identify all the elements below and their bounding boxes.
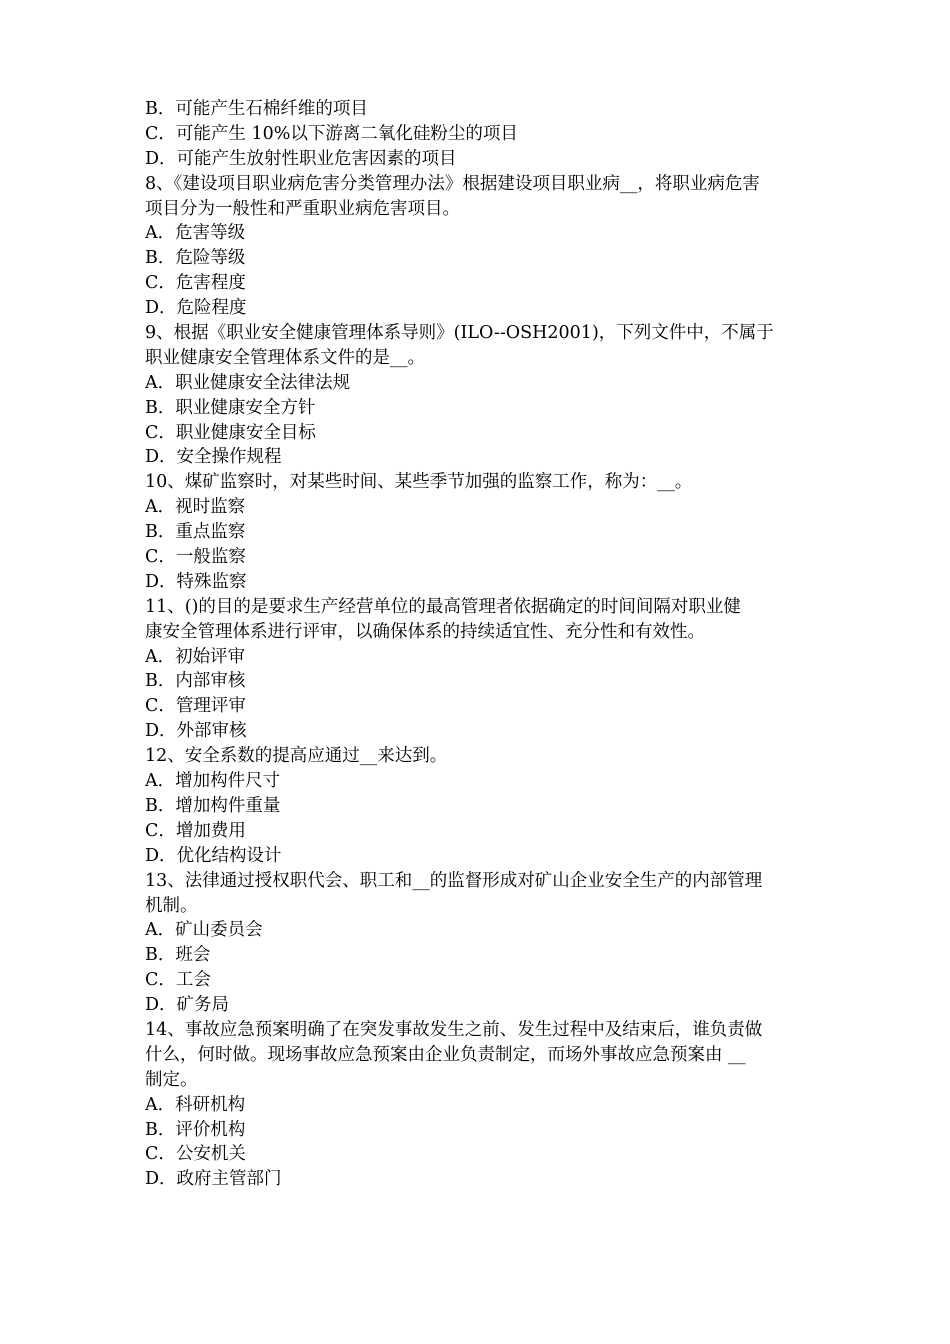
- question-13-line-2: 机制。: [145, 895, 198, 916]
- option-d-line: D．特殊监察: [145, 571, 247, 592]
- option-a-line: A．初始评审: [145, 646, 246, 667]
- option-b-line: B．职业健康安全方针: [145, 397, 316, 418]
- option-a-line: A．职业健康安全法律法规: [145, 372, 351, 393]
- option-d-line: D．矿务局: [145, 995, 230, 1016]
- option-b-line: B．可能产生石棉纤维的项目: [145, 99, 368, 119]
- question-14-line-3: 制定。: [145, 1069, 198, 1090]
- option-c-line: C．危害程度: [145, 273, 246, 294]
- option-a-line: A．矿山委员会: [145, 920, 263, 941]
- question-14-line-2: 什么，何时做。现场事故应急预案由企业负责制定，而场外事故应急预案由 __: [145, 1044, 746, 1065]
- question-8-line-2: 项目分为一般性和严重职业病危害项目。: [145, 198, 460, 219]
- question-8-line-1: 8、《建设项目职业病危害分类管理办法》根据建设项目职业病__，将职业病危害: [145, 173, 760, 194]
- option-d-line: D．安全操作规程: [145, 447, 282, 468]
- question-13-line-1: 13、法律通过授权职代会、职工和__的监督形成对矿山企业安全生产的内部管理: [145, 870, 763, 891]
- option-c-line: C．可能产生 10%以下游离二氧化硅粉尘的项目: [145, 123, 518, 144]
- question-9-line-2: 职业健康安全管理体系文件的是__。: [145, 347, 425, 368]
- option-c-line: C．管理评审: [145, 696, 246, 717]
- option-b-line: B．评价机构: [145, 1119, 246, 1140]
- option-c-line: C．增加费用: [145, 820, 246, 841]
- option-a-line: A．科研机构: [145, 1094, 246, 1115]
- option-d-line: D．优化结构设计: [145, 845, 282, 866]
- option-d-line: D．危险程度: [145, 298, 247, 319]
- option-c-line: C．一般监察: [145, 547, 246, 568]
- option-b-line: B．危险等级: [145, 248, 246, 269]
- option-b-line: B．班会: [145, 945, 211, 966]
- option-d-line: D．可能产生放射性职业危害因素的项目: [145, 148, 457, 169]
- option-c-line: C．工会: [145, 970, 211, 991]
- question-10-line-1: 10、煤矿监察时，对某些时间、某些季节加强的监察工作，称为：__。: [145, 472, 693, 493]
- question-11-line-1: 11、()的目的是要求生产经营单位的最高管理者依据确定的时间间隔对职业健: [145, 596, 741, 617]
- option-b-line: B．重点监察: [145, 522, 246, 543]
- option-c-line: C．职业健康安全目标: [145, 422, 316, 443]
- option-d-line: D．政府主管部门: [145, 1169, 282, 1190]
- question-11-line-2: 康安全管理体系进行评审，以确保体系的持续适宜性、充分性和有效性。: [145, 621, 705, 642]
- option-a-line: A．视时监察: [145, 497, 246, 518]
- question-12-line-1: 12、安全系数的提高应通过__来达到。: [145, 746, 448, 767]
- option-d-line: D．外部审核: [145, 721, 247, 742]
- question-14-line-1: 14、事故应急预案明确了在突发事故发生之前、发生过程中及结束后，谁负责做: [145, 1019, 763, 1040]
- question-9-line-1: 9、根据《职业安全健康管理体系导则》(ILO--OSH2001)，下列文件中，不属于: [145, 323, 774, 344]
- option-b-line: B．增加构件重量: [145, 795, 281, 816]
- option-a-line: A．危害等级: [145, 223, 246, 244]
- option-b-line: B．内部审核: [145, 671, 246, 692]
- document-page: [145, 97, 810, 1192]
- option-c-line: C．公安机关: [145, 1144, 246, 1165]
- option-a-line: A．增加构件尺寸: [145, 771, 281, 792]
